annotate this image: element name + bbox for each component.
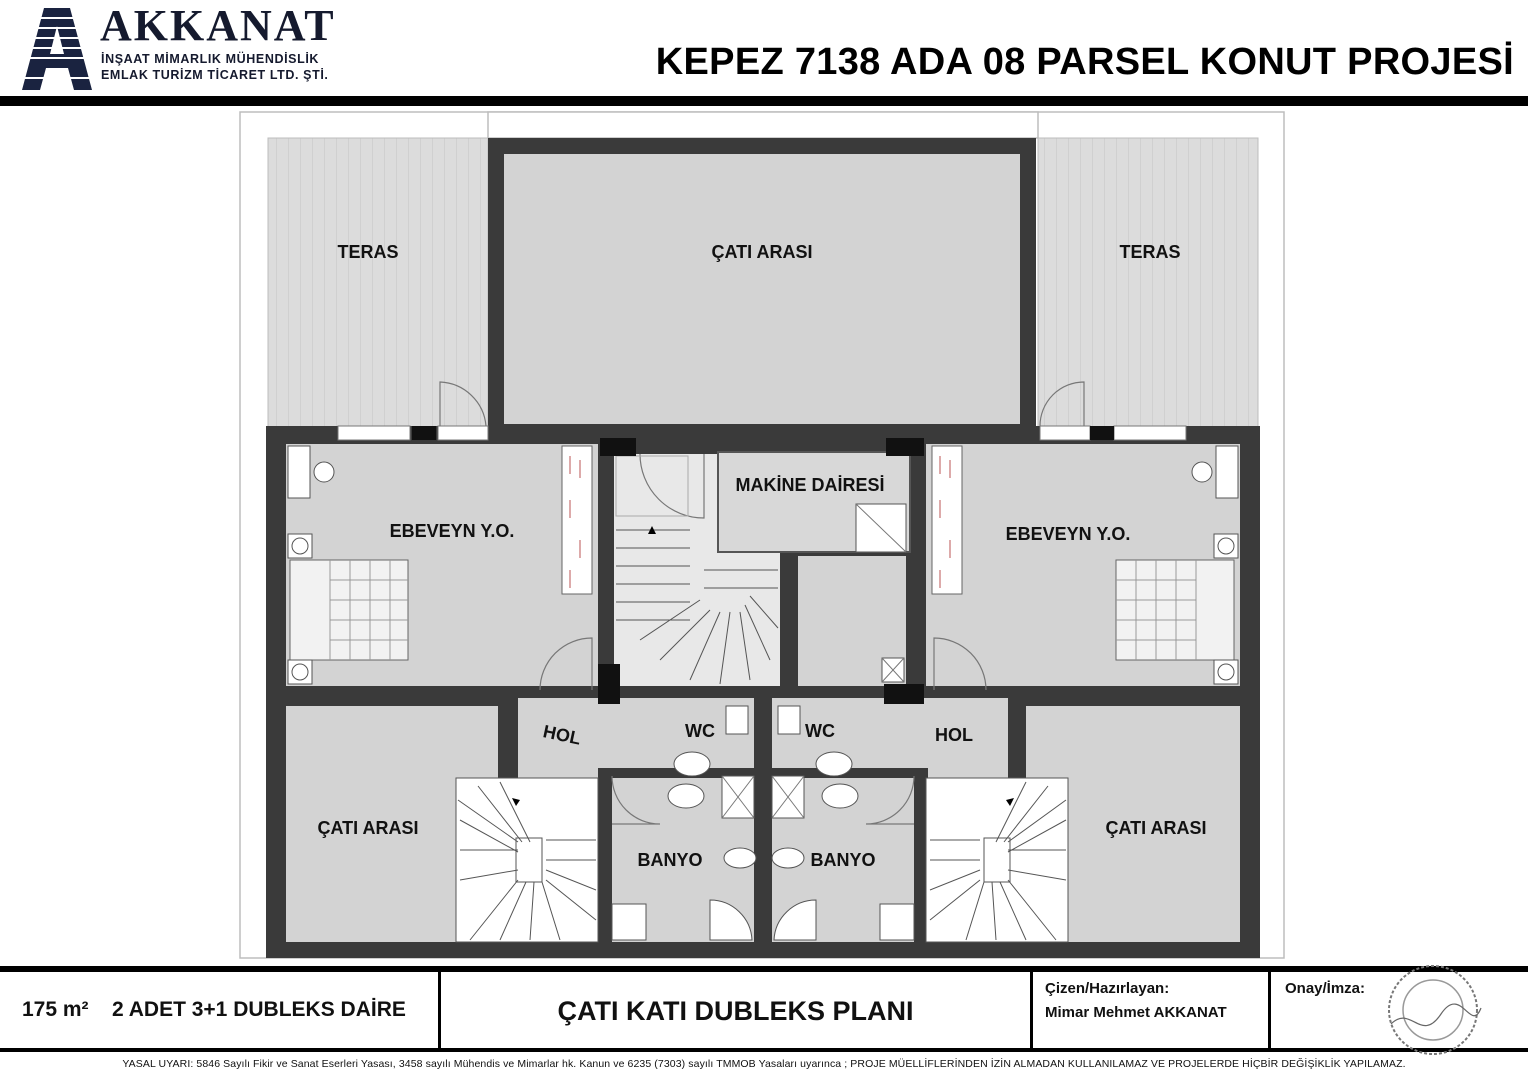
label-machine-room: MAKİNE DAİRESİ bbox=[735, 475, 885, 495]
column bbox=[886, 438, 924, 456]
column bbox=[1090, 426, 1114, 440]
bath-sink bbox=[668, 784, 704, 808]
bed bbox=[1116, 560, 1234, 660]
unit-area: 175 m² bbox=[22, 998, 89, 1021]
titleblock-cell-area bbox=[0, 972, 441, 1048]
window bbox=[1114, 426, 1186, 440]
wardrobe bbox=[932, 446, 962, 594]
company-tagline-1: İNŞAAT MİMARLIK MÜHENDİSLİK bbox=[101, 52, 320, 66]
drawn-by-name: Mimar Mehmet AKKANAT bbox=[1045, 1004, 1227, 1021]
window bbox=[338, 426, 410, 440]
label-hall-left: HOL bbox=[541, 721, 583, 749]
label-bathroom-right: BANYO bbox=[810, 850, 876, 870]
title-block bbox=[0, 966, 1528, 1054]
washer bbox=[880, 904, 914, 940]
company-name: AKKANAT bbox=[100, 1, 336, 50]
label-attic-left: ÇATI ARASI bbox=[317, 818, 419, 838]
column bbox=[884, 684, 924, 704]
roof-cap bbox=[488, 112, 1038, 138]
label-terrace-left: TERAS bbox=[337, 242, 399, 262]
wc-sink bbox=[816, 752, 852, 776]
label-master-bedroom-right: EBEVEYN Y.O. bbox=[1005, 524, 1131, 544]
floor-plan bbox=[0, 106, 1528, 966]
label-hall-right: HOL bbox=[935, 725, 973, 745]
wc-sink bbox=[674, 752, 710, 776]
window bbox=[1040, 426, 1090, 440]
column bbox=[598, 664, 620, 704]
titleblock-cell-author bbox=[1033, 972, 1271, 1048]
column bbox=[600, 438, 636, 456]
label-wc-left: WC bbox=[685, 721, 715, 741]
titleblock-cell-plan bbox=[441, 972, 1033, 1048]
label-attic-right: ÇATI ARASI bbox=[1105, 818, 1207, 838]
akkanat-logo-icon bbox=[22, 6, 92, 90]
dresser bbox=[1216, 446, 1238, 498]
titleblock-cell-approval bbox=[1271, 972, 1528, 1048]
titleblock-bottom-rule bbox=[0, 1048, 1528, 1052]
attic-top-floor bbox=[504, 154, 1020, 424]
approval-label: Onay/İmza: bbox=[1285, 980, 1366, 997]
legal-notice: YASAL UYARI: 5846 Sayılı Fikir ve Sanat Eserleri Yasası, 3458 sayılı Mühendis ve Mimarlar hk. Kanun ve 6235 (7303) sayılı TMMOB Yasaları uyarınca ; PROJE MÜELLİFLERİNDEN İZİN ALMADAN KULLANILAMAZ VE PROJELERDE HİÇBİR DEĞİŞİKLİK YAPILAMAZ. bbox=[122, 1058, 1406, 1070]
label-master-bedroom-left: EBEVEYN Y.O. bbox=[389, 521, 515, 541]
architect-seal-stamp-icon bbox=[1381, 964, 1485, 1056]
wardrobe bbox=[562, 446, 592, 594]
dresser bbox=[288, 446, 310, 498]
bath-sink bbox=[822, 784, 858, 808]
project-title: KEPEZ 7138 ADA 08 PARSEL KONUT PROJESİ bbox=[655, 41, 1514, 83]
header-divider bbox=[0, 96, 1528, 106]
bath-toilet bbox=[772, 848, 804, 868]
label-wc-right: WC bbox=[805, 721, 835, 741]
plan-name: ÇATI KATI DUBLEKS PLANI bbox=[557, 996, 914, 1026]
label-attic-top: ÇATI ARASI bbox=[711, 242, 813, 262]
company-tagline-2: EMLAK TURİZM TİCARET LTD. ŞTİ. bbox=[101, 68, 329, 82]
unit-description: 2 ADET 3+1 DUBLEKS DAİRE bbox=[112, 998, 406, 1021]
wc-toilet bbox=[778, 706, 800, 734]
label-terrace-right: TERAS bbox=[1119, 242, 1181, 262]
terrace-right bbox=[1038, 138, 1258, 428]
bath-toilet bbox=[724, 848, 756, 868]
window bbox=[438, 426, 488, 440]
wc-toilet bbox=[726, 706, 748, 734]
drawn-by-label: Çizen/Hazırlayan: bbox=[1045, 980, 1170, 997]
washer bbox=[612, 904, 646, 940]
label-bathroom-left: BANYO bbox=[637, 850, 703, 870]
column bbox=[412, 426, 436, 440]
